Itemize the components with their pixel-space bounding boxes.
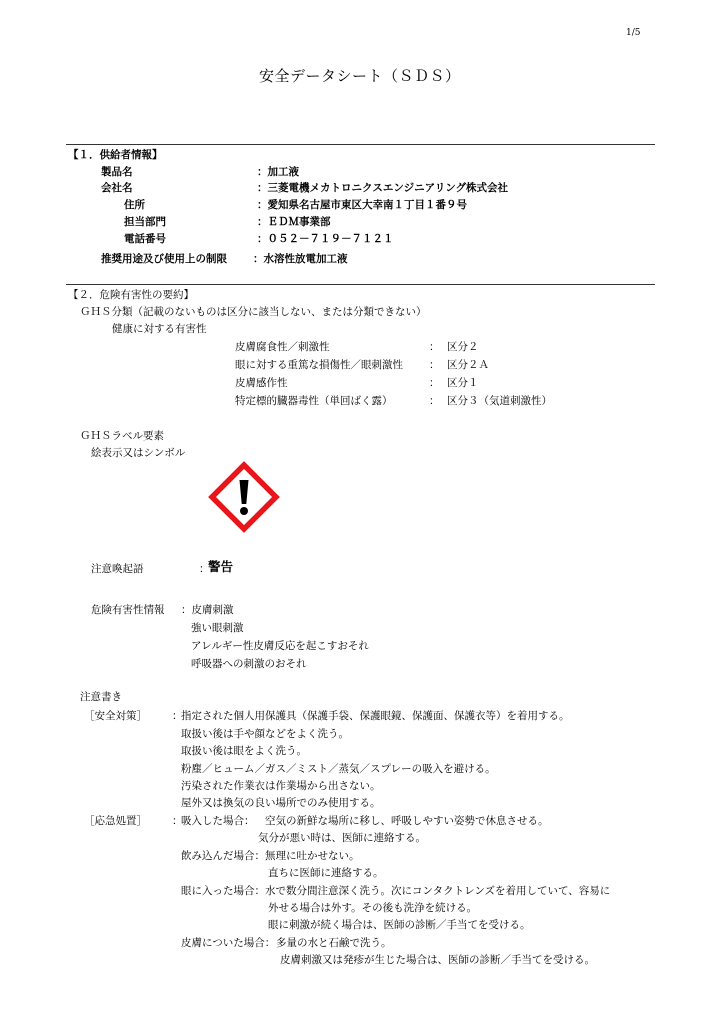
section-2-rule [66, 284, 655, 285]
hazard-separator: ： [429, 377, 440, 389]
document-title: 安全データシート（ＳＤＳ） [259, 67, 461, 85]
eye-contact-instruction: 水で数分間注意深く洗う。次にコンタクトレンズを着用していて、容易に [265, 885, 611, 897]
precautions-label: 注意書き [80, 691, 122, 703]
safety-measure: 粉塵／ヒューム／ガス／ミスト／蒸気／スプレーの吸入を避ける。 [181, 763, 496, 775]
safety-measure: 指定された個人用保護具（保護手袋、保護眼鏡、保護面、保護衣等）を着用する。 [181, 710, 570, 722]
hazard-name: 皮膚感作性 [235, 377, 288, 389]
eye-contact-instruction: 眼に刺激が続く場合は、医師の診断／手当てを受ける。 [268, 919, 531, 931]
section-2-heading: 【２．危険有害性の要約】 [68, 289, 194, 301]
department-value: ：ＥＤＭ事業部 [257, 216, 331, 228]
emergency-measures-label: ［応急処置］ [84, 815, 147, 827]
hazard-statement: 強い眼刺激 [191, 622, 244, 634]
skin-contact-label: 皮膚についた場合： [181, 937, 276, 949]
hazard-separator: ： [429, 395, 440, 407]
safety-measures-separator: ： [172, 710, 183, 722]
recommended-use-value: ：水溶性放電加工液 [253, 253, 348, 265]
ingestion-instruction: 無理に吐かせない。 [265, 850, 360, 862]
safety-measure: 汚染された作業衣は作業場から出さない。 [181, 780, 381, 792]
signal-word-label: 注意喚起語 [91, 563, 144, 575]
recommended-use-label: 推奨用途及び使用上の制限 [101, 253, 227, 265]
exclamation-mark-pictogram-icon [208, 461, 280, 533]
phone-label: 電話番号 [124, 233, 166, 245]
product-name-value: ：加工液 [257, 166, 299, 178]
inhalation-label: 吸入した場合： [181, 815, 255, 827]
hazard-separator: ： [429, 341, 440, 353]
ghs-classification: ＧＨＳ分類（記載のないものは区分に該当しない、または分類できない） [80, 306, 427, 318]
hazard-separator: ： [429, 359, 440, 371]
inhalation-instruction: 気分が悪い時は、医師に連絡する。 [258, 832, 426, 844]
signal-word-separator: ： [199, 563, 210, 575]
skin-contact-instruction: 多量の水と石鹸で洗う。 [276, 937, 392, 949]
safety-measure: 取扱い後は手や顔などをよく洗う。 [181, 728, 349, 740]
inhalation-instruction: 空気の新鮮な場所に移し、呼吸しやすい姿勢で休息させる。 [265, 815, 549, 827]
pictogram-label: 絵表示又はシンボル [91, 447, 186, 459]
hazard-statement: アレルギー性皮膚反応を起こすおそれ [191, 640, 369, 652]
hazard-name: 皮膚腐食性／刺激性 [235, 341, 330, 353]
address-label: 住所 [124, 199, 145, 211]
hazard-name: 眼に対する重篤な損傷性／眼刺激性 [235, 359, 403, 371]
product-name-label: 製品名 [101, 166, 133, 178]
hazard-statement: ：皮膚刺激 [181, 604, 234, 616]
section-1-heading: 【１．供給者情報】 [68, 149, 163, 161]
ingestion-label: 飲み込んだ場合： [181, 850, 265, 862]
address-value: ：愛知県名古屋市東区大幸南１丁目１番９号 [257, 199, 467, 211]
safety-measure: 取扱い後は眼をよく洗う。 [181, 745, 307, 757]
hazard-category: 区分２ [447, 341, 479, 353]
hazard-statement: 呼吸器への刺激のおそれ [191, 658, 307, 670]
hazard-category: 区分２Ａ [447, 359, 489, 371]
eye-contact-label: 眼に入った場合： [181, 885, 265, 897]
safety-measure: 屋外又は換気の良い場所でのみ使用する。 [181, 797, 381, 809]
department-label: 担当部門 [124, 216, 166, 228]
health-hazards-label: 健康に対する有害性 [112, 323, 207, 335]
skin-contact-instruction: 皮膚刺激又は発疹が生じた場合は、医師の診断／手当てを受ける。 [280, 954, 595, 966]
page-number: 1/5 [626, 28, 641, 38]
phone-value: ：０５２－７１９－７１２１ [257, 233, 394, 245]
emergency-measures-separator: ： [172, 815, 183, 827]
hazard-category: 区分１ [447, 377, 479, 389]
ingestion-instruction: 直ちに医師に連絡する。 [268, 867, 384, 879]
signal-word: 警告 [208, 559, 234, 574]
company-name-label: 会社名 [101, 182, 133, 194]
section-1-rule [66, 144, 655, 145]
hazard-statements-label: 危険有害性情報 [91, 604, 165, 616]
company-name-value: ：三菱電機メカトロニクスエンジニアリング株式会社 [257, 182, 509, 194]
safety-measures-label: ［安全対策］ [84, 710, 147, 722]
ghs-label-elements: ＧＨＳラベル要素 [80, 430, 164, 442]
hazard-name: 特定標的臓器毒性（単回ばく露） [235, 395, 393, 407]
hazard-category: 区分３（気道刺激性） [447, 395, 552, 407]
eye-contact-instruction: 外せる場合は外す。その後も洗浄を続ける。 [268, 902, 478, 914]
